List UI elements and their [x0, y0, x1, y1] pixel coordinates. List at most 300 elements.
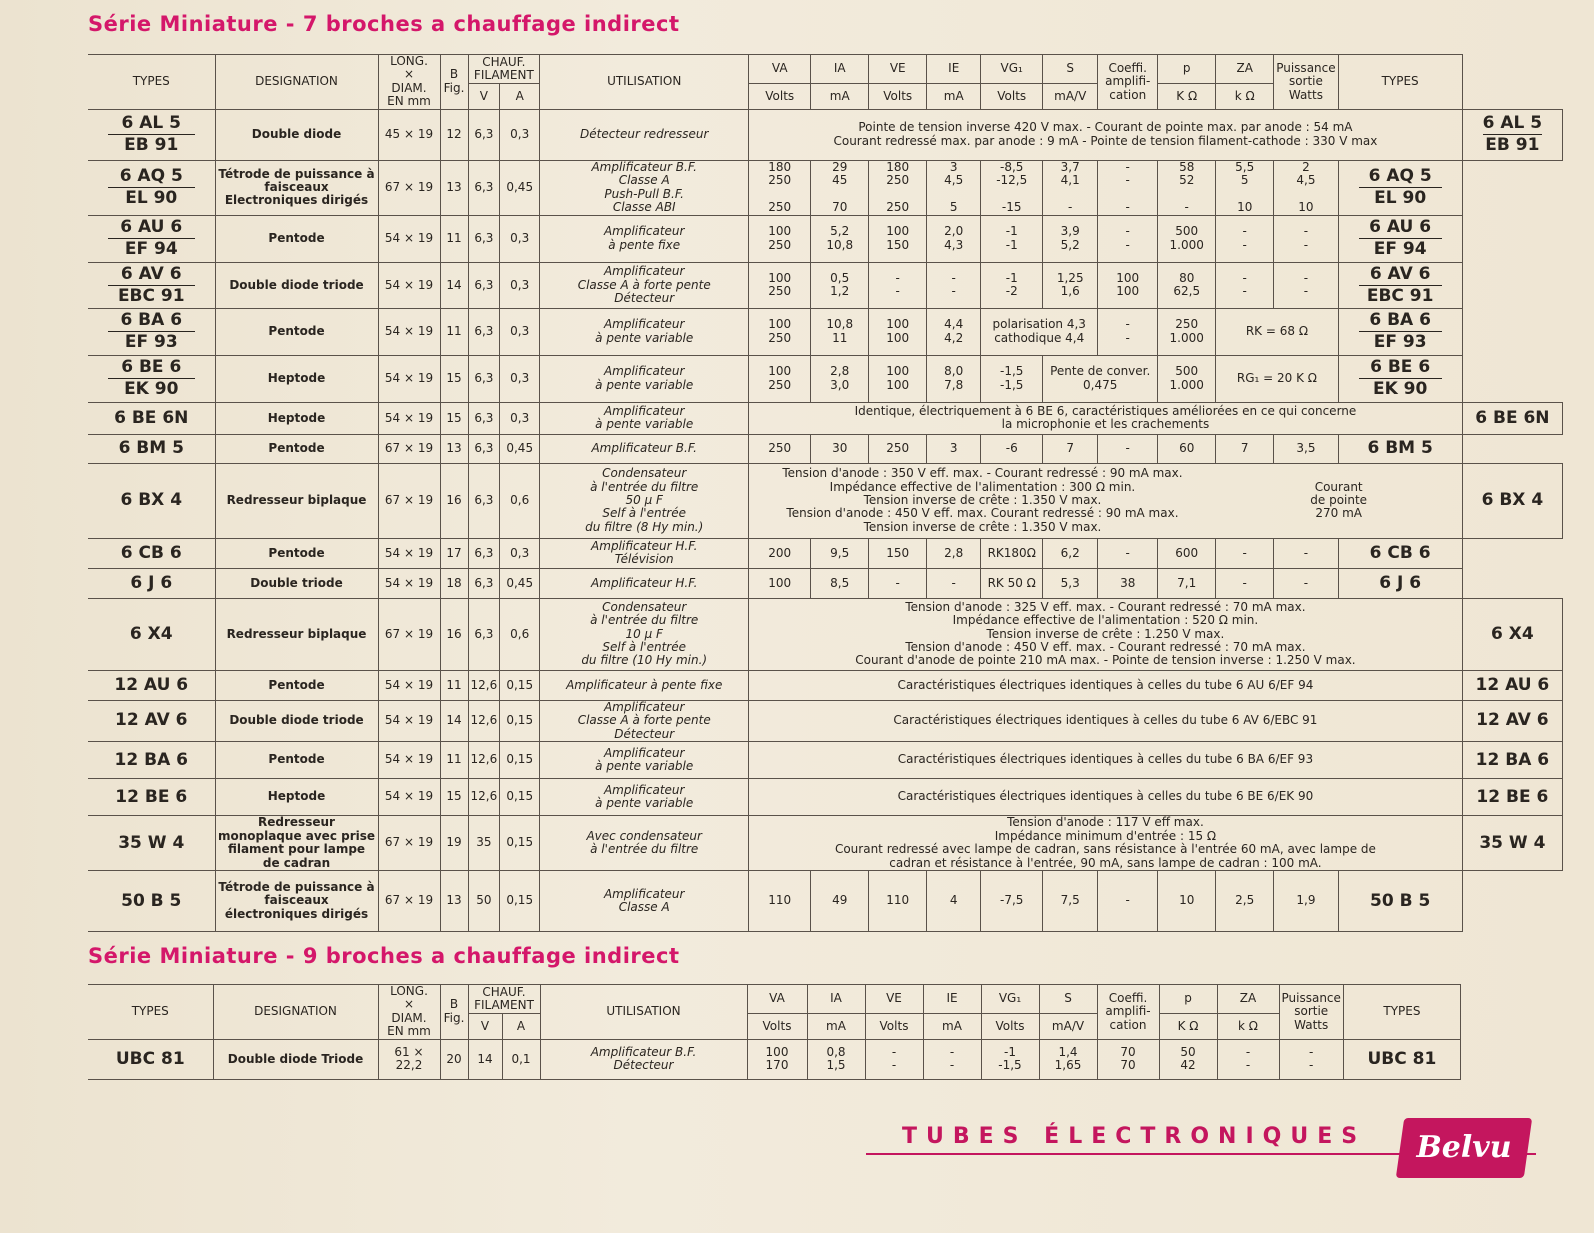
type-code: 12 BA 6	[1475, 749, 1550, 770]
type-cell	[88, 742, 215, 779]
filament-voltage-cell: 6,3	[468, 355, 500, 402]
filament-current-cell: 0,45	[500, 434, 540, 463]
za-cell: 5,5 5 10	[1216, 160, 1274, 215]
va-cell: 110	[749, 871, 811, 932]
filament-voltage-cell: 6,3	[468, 598, 500, 670]
filament-current-cell: 0,3	[500, 262, 540, 308]
p-cell: 250 1.000	[1158, 308, 1216, 355]
designation-cell: Tétrode de puissance à faisceaux Electroniques dirigés	[215, 160, 378, 215]
type-code: 6 BA 6	[1359, 311, 1442, 332]
va-cell: 100 250	[749, 215, 811, 262]
figure-cell: 11	[440, 742, 468, 779]
va-cell: 100 250	[749, 355, 811, 402]
header-va: VA	[747, 985, 807, 1014]
footer-brand-text: TUBES ÉLECTRONIQUES	[902, 1124, 1367, 1149]
dimensions-cell: 54 × 19	[378, 215, 440, 262]
ie-cell: - -	[923, 1039, 981, 1079]
dimensions-cell: 67 × 19	[378, 160, 440, 215]
header-ie-unit: mA	[927, 84, 981, 109]
filament-current-cell: 0,45	[500, 568, 540, 598]
coeff-cell: 38	[1098, 568, 1158, 598]
dimensions-cell: 67 × 19	[378, 598, 440, 670]
dimensions-cell: 67 × 19	[378, 463, 440, 538]
type-cell	[88, 160, 215, 215]
utilisation-cell: Amplificateur B.F. Classe A Push-Pull B.F. Classe ABI	[540, 160, 749, 215]
type-cell-right	[1462, 598, 1562, 670]
p-cell: 600	[1158, 538, 1216, 568]
s-coeff-cell: Pente de conver. 0,475	[1043, 355, 1158, 402]
filament-current-cell: 0,15	[500, 871, 540, 932]
va-cell: 180 250 250	[749, 160, 811, 215]
utilisation-cell: Amplificateur Classe A à forte pente Détecteur	[540, 262, 749, 308]
designation-cell: Redresseur monoplaque avec prise filament pour lampe de cadran	[215, 816, 378, 871]
ia-cell: 8,5	[811, 568, 869, 598]
type-cell	[88, 262, 215, 308]
s-cell: 1,4 1,65	[1039, 1039, 1097, 1079]
ie-cell: 2,8	[927, 538, 981, 568]
filament-current-cell: 0,1	[502, 1039, 540, 1079]
ve-cell: 150	[869, 538, 927, 568]
characteristics-note: Caractéristiques électriques identiques à celles du tube 6 AV 6/EBC 91	[749, 700, 1462, 741]
va-cell: 250	[749, 434, 811, 463]
header-filament: CHAUF. FILAMENT	[468, 55, 540, 84]
table-row	[88, 538, 1563, 568]
designation-cell: Redresseur biplaque	[215, 598, 378, 670]
header-row-top	[88, 55, 1563, 84]
designation-cell: Pentode	[215, 670, 378, 700]
characteristics-note: Caractéristiques électriques identiques à celles du tube 6 AU 6/EF 94	[749, 670, 1462, 700]
figure-cell: 14	[440, 262, 468, 308]
type-cell-right	[1462, 463, 1562, 538]
header-ie: IE	[927, 55, 981, 84]
type-code-european: EBC 91	[117, 285, 185, 306]
designation-cell: Heptode	[215, 402, 378, 434]
figure-cell: 13	[440, 434, 468, 463]
ve-cell: 250	[869, 434, 927, 463]
type-cell-right	[1462, 742, 1562, 779]
type-code: 12 AV 6	[1476, 710, 1549, 731]
s-cell: 7	[1043, 434, 1098, 463]
header-za-unit: k Ω	[1216, 84, 1274, 109]
ve-cell: 110	[869, 871, 927, 932]
header-p-unit: K Ω	[1158, 84, 1216, 109]
header-ve: VE	[865, 985, 923, 1014]
designation-cell: Double diode	[215, 109, 378, 160]
coeff-cell: -	[1098, 538, 1158, 568]
dimensions-cell: 54 × 19	[378, 700, 440, 741]
figure-cell: 15	[440, 355, 468, 402]
header-va: VA	[749, 55, 811, 84]
table-row	[88, 308, 1563, 355]
type-code-european: EF 94	[124, 239, 178, 260]
va-cell: 200	[749, 538, 811, 568]
header-v: V	[468, 84, 500, 109]
utilisation-cell: Amplificateur B.F. Détecteur	[540, 1039, 747, 1079]
filament-current-cell: 0,3	[500, 402, 540, 434]
filament-voltage-cell: 6,3	[468, 308, 500, 355]
designation-cell: Pentode	[215, 742, 378, 779]
header-ve: VE	[869, 55, 927, 84]
ia-cell: 2,8 3,0	[811, 355, 869, 402]
dimensions-cell: 54 × 19	[378, 742, 440, 779]
type-code-european: EB 91	[124, 135, 179, 156]
header-za: ZA	[1216, 55, 1274, 84]
vg1-cell: -1 -2	[981, 262, 1043, 308]
table-row	[88, 1039, 1460, 1079]
coeff-cell: - - -	[1098, 160, 1158, 215]
filament-voltage-cell: 6,3	[468, 538, 500, 568]
vg1-cell: RK180Ω	[981, 538, 1043, 568]
type-cell-right	[1338, 262, 1462, 308]
type-code: 6 J 6	[130, 572, 173, 593]
header-ve-unit: Volts	[869, 84, 927, 109]
power-cell: - -	[1274, 262, 1338, 308]
vg1-cell: RK 50 Ω	[981, 568, 1043, 598]
dimensions-cell: 54 × 19	[378, 670, 440, 700]
ie-cell: 3 4,5 5	[927, 160, 981, 215]
designation-cell: Pentode	[215, 215, 378, 262]
type-code: 6 BE 6N	[1475, 407, 1550, 428]
coeff-cell: -	[1098, 871, 1158, 932]
type-code: 12 BE 6	[115, 786, 188, 807]
p-cell: 7,1	[1158, 568, 1216, 598]
filament-voltage-cell: 14	[468, 1039, 502, 1079]
header-s: S	[1039, 985, 1097, 1014]
ie-cell: - -	[927, 262, 981, 308]
table-row	[88, 568, 1563, 598]
dimensions-cell: 61 × 22,2	[378, 1039, 440, 1079]
type-code: 6 CB 6	[1369, 542, 1431, 563]
za-cell: - -	[1217, 1039, 1279, 1079]
va-cell: 100 250	[749, 262, 811, 308]
utilisation-cell: Amplificateur à pente fixe	[540, 215, 749, 262]
ia-cell: 10,8 11	[811, 308, 869, 355]
type-code-european: EK 90	[1372, 379, 1428, 400]
header-ia-unit: mA	[807, 1014, 865, 1039]
filament-voltage-cell: 12,6	[468, 700, 500, 741]
type-cell	[88, 308, 215, 355]
type-code-european: EL 90	[125, 188, 178, 209]
header-dimensions: LONG. × DIAM. EN mm	[378, 985, 440, 1040]
filament-current-cell: 0,3	[500, 215, 540, 262]
filament-voltage-cell: 6,3	[468, 160, 500, 215]
p-cell: 10	[1158, 871, 1216, 932]
ia-cell: 5,2 10,8	[811, 215, 869, 262]
dimensions-cell: 45 × 19	[378, 109, 440, 160]
header-types-right: TYPES	[1343, 985, 1460, 1040]
header-row-top-2	[88, 985, 1460, 1014]
type-code: 6 BM 5	[1367, 438, 1433, 459]
header-ve-unit: Volts	[865, 1014, 923, 1039]
ve-cell: 100 100	[869, 355, 927, 402]
utilisation-cell: Amplificateur H.F.	[540, 568, 749, 598]
designation-cell: Pentode	[215, 538, 378, 568]
dimensions-cell: 67 × 19	[378, 816, 440, 871]
type-code: 12 BE 6	[1476, 786, 1549, 807]
type-code: 12 AU 6	[1475, 674, 1550, 695]
vg1-cell: -1 -1,5	[981, 1039, 1039, 1079]
header-utilisation: UTILISATION	[540, 985, 747, 1040]
filament-voltage-cell: 35	[468, 816, 500, 871]
filament-current-cell: 0,3	[500, 109, 540, 160]
type-code: 6 AV 6	[1359, 265, 1442, 286]
characteristics-note: Pointe de tension inverse 420 V max. - Courant de pointe max. par anode : 54 mA Courant redressé max. par anode : 9 mA - Pointe de tension filament-cathode : 330 V max	[749, 109, 1462, 160]
za-cell: -	[1216, 568, 1274, 598]
type-code: 6 BE 6	[1359, 358, 1442, 379]
type-code-european: EB 91	[1485, 135, 1540, 156]
designation-cell: Tétrode de puissance à faisceaux électroniques dirigés	[215, 871, 378, 932]
header-va-unit: Volts	[749, 84, 811, 109]
type-cell	[88, 355, 215, 402]
table-row	[88, 779, 1563, 816]
type-cell	[88, 1039, 213, 1079]
filament-current-cell: 0,15	[500, 742, 540, 779]
type-code: 50 B 5	[1370, 890, 1431, 911]
table-row	[88, 402, 1563, 434]
type-code: 6 AQ 5	[108, 167, 195, 188]
table-row	[88, 670, 1563, 700]
characteristics-note: Caractéristiques électriques identiques à celles du tube 6 BA 6/EF 93	[749, 742, 1462, 779]
filament-current-cell: 0,15	[500, 670, 540, 700]
power-cell: -	[1274, 568, 1338, 598]
dimensions-cell: 54 × 19	[378, 779, 440, 816]
ia-cell: 49	[811, 871, 869, 932]
designation-cell: Heptode	[215, 355, 378, 402]
figure-cell: 16	[440, 598, 468, 670]
peak-current-note: Courant de pointe 270 mA	[1216, 463, 1462, 538]
type-cell-right	[1338, 538, 1462, 568]
type-cell-right	[1338, 434, 1462, 463]
za-power-cell: RK = 68 Ω	[1216, 308, 1338, 355]
type-code: 6 AV 6	[108, 265, 195, 286]
table-row	[88, 215, 1563, 262]
va-cell: 100	[749, 568, 811, 598]
section-title-9-pin: Série Miniature - 9 broches a chauffage indirect	[88, 944, 680, 968]
type-code-european: EF 93	[124, 332, 178, 353]
table-row	[88, 598, 1563, 670]
p-cell: 500 1.000	[1158, 215, 1216, 262]
type-cell-right	[1462, 816, 1562, 871]
table-row	[88, 742, 1563, 779]
s-cell: 3,7 4,1 -	[1043, 160, 1098, 215]
vg1-cell: -1 -1	[981, 215, 1043, 262]
type-cell	[88, 779, 215, 816]
table-row	[88, 463, 1563, 538]
table-row	[88, 871, 1563, 932]
filament-voltage-cell: 6,3	[468, 434, 500, 463]
figure-cell: 13	[440, 871, 468, 932]
type-cell	[88, 109, 215, 160]
table-row	[88, 434, 1563, 463]
header-p: p	[1159, 985, 1217, 1014]
type-cell-right	[1462, 779, 1562, 816]
utilisation-cell: Amplificateur Classe A à forte pente Détecteur	[540, 700, 749, 741]
type-code: 6 X4	[129, 623, 173, 644]
ie-cell: -	[927, 568, 981, 598]
header-vg1-unit: Volts	[981, 1014, 1039, 1039]
figure-cell: 15	[440, 779, 468, 816]
filament-voltage-cell: 50	[468, 871, 500, 932]
utilisation-cell: Amplificateur B.F.	[540, 434, 749, 463]
designation-cell: Pentode	[215, 434, 378, 463]
ia-cell: 9,5	[811, 538, 869, 568]
figure-cell: 17	[440, 538, 468, 568]
type-cell-right	[1462, 670, 1562, 700]
designation-cell: Double diode triode	[215, 262, 378, 308]
header-dimensions: LONG. × DIAM. EN mm	[378, 55, 440, 110]
type-cell-right	[1338, 355, 1462, 402]
za-cell: 7	[1216, 434, 1274, 463]
type-code: 6 BX 4	[1481, 490, 1544, 511]
dimensions-cell: 54 × 19	[378, 568, 440, 598]
filament-voltage-cell: 6,3	[468, 463, 500, 538]
utilisation-cell: Amplificateur à pente fixe	[540, 670, 749, 700]
type-code: 12 BA 6	[114, 749, 188, 770]
header-s: S	[1043, 55, 1098, 84]
logo-text: Belvu	[1416, 1130, 1512, 1165]
type-cell-right	[1462, 402, 1562, 434]
header-a: A	[502, 1014, 540, 1039]
header-filament: CHAUF. FILAMENT	[468, 985, 540, 1014]
header-za-unit: k Ω	[1217, 1014, 1279, 1039]
utilisation-cell: Amplificateur à pente variable	[540, 779, 749, 816]
type-code-european: EF 93	[1373, 332, 1427, 353]
type-code: 6 BM 5	[118, 438, 184, 459]
filament-current-cell: 0,6	[500, 598, 540, 670]
type-code: UBC 81	[115, 1048, 185, 1069]
power-cell: -	[1274, 538, 1338, 568]
s-cell: 7,5	[1043, 871, 1098, 932]
designation-cell: Double triode	[215, 568, 378, 598]
type-code: 12 AU 6	[114, 674, 189, 695]
header-types-right: TYPES	[1338, 55, 1462, 110]
filament-current-cell: 0,15	[500, 700, 540, 741]
type-cell-right	[1338, 215, 1462, 262]
header-ia: IA	[811, 55, 869, 84]
filament-current-cell: 0,3	[500, 308, 540, 355]
type-cell	[88, 538, 215, 568]
s-cell: 1,25 1,6	[1043, 262, 1098, 308]
characteristics-note: Tension d'anode : 325 V eff. max. - Courant redressé : 70 mA max. Impédance effective de l'alimentation : 520 Ω min. Tension inverse de crête : 1.250 V max. Tension d'anode : 450 V eff. max. - Courant redressé : 70 mA max. Courant d'anode de pointe 210 mA max. - Pointe de tension inverse : 1.250 V max.	[749, 598, 1462, 670]
filament-current-cell: 0,15	[500, 816, 540, 871]
header-puissance: Puissance sortie Watts	[1279, 985, 1343, 1040]
type-code: 6 AL 5	[108, 114, 195, 135]
table-row	[88, 355, 1563, 402]
dimensions-cell: 54 × 19	[378, 308, 440, 355]
vg1-s-cell: polarisation 4,3 cathodique 4,4	[981, 308, 1098, 355]
header-vg1: VG₁	[981, 985, 1039, 1014]
type-cell	[88, 463, 215, 538]
type-cell	[88, 568, 215, 598]
characteristics-note: Tension d'anode : 117 V eff max. Impédance minimum d'entrée : 15 Ω Courant redressé avec lampe de cadran, sans résistance à l'entrée 60 mA, avec lampe de cadran et résistance à l'entrée, 90 mA, sans lampe de cadran : 100 mA.	[749, 816, 1462, 871]
filament-voltage-cell: 6,3	[468, 568, 500, 598]
type-cell	[88, 434, 215, 463]
type-code: 6 BE 6N	[114, 407, 189, 428]
type-cell-right	[1338, 568, 1462, 598]
designation-cell: Redresseur biplaque	[215, 463, 378, 538]
figure-cell: 11	[440, 215, 468, 262]
utilisation-cell: Condensateur à l'entrée du filtre 50 μ F Self à l'entrée du filtre (8 Hy min.)	[540, 463, 749, 538]
ia-cell: 0,8 1,5	[807, 1039, 865, 1079]
type-cell-right	[1343, 1039, 1460, 1079]
figure-cell: 13	[440, 160, 468, 215]
type-code: 6 CB 6	[120, 542, 182, 563]
header-fig: B Fig.	[440, 55, 468, 110]
s-cell: 3,9 5,2	[1043, 215, 1098, 262]
ie-cell: 4	[927, 871, 981, 932]
za-cell: - -	[1216, 215, 1274, 262]
vg1-cell: -1,5 -1,5	[981, 355, 1043, 402]
ie-cell: 8,0 7,8	[927, 355, 981, 402]
figure-cell: 19	[440, 816, 468, 871]
table-row	[88, 700, 1563, 741]
dimensions-cell: 67 × 19	[378, 871, 440, 932]
ie-cell: 4,4 4,2	[927, 308, 981, 355]
type-code: 6 J 6	[1379, 572, 1422, 593]
ia-cell: 0,5 1,2	[811, 262, 869, 308]
power-cell: 1,9	[1274, 871, 1338, 932]
header-types: TYPES	[88, 55, 215, 110]
figure-cell: 12	[440, 109, 468, 160]
type-code: 6 BX 4	[120, 490, 183, 511]
spec-table-9-pin	[88, 984, 1461, 1080]
filament-voltage-cell: 12,6	[468, 779, 500, 816]
type-cell	[88, 215, 215, 262]
header-ie: IE	[923, 985, 981, 1014]
p-cell: 58 52 -	[1158, 160, 1216, 215]
type-cell-right	[1338, 308, 1462, 355]
type-cell-right	[1462, 109, 1562, 160]
type-cell	[88, 816, 215, 871]
type-cell	[88, 871, 215, 932]
type-code: 35 W 4	[1479, 832, 1546, 853]
utilisation-cell: Avec condensateur à l'entrée du filtre	[540, 816, 749, 871]
utilisation-cell: Amplificateur à pente variable	[540, 402, 749, 434]
characteristics-note: Identique, électriquement à 6 BE 6, caractéristiques améliorées en ce qui concerne la microphonie et les crachements	[749, 402, 1462, 434]
type-code: 50 B 5	[121, 890, 182, 911]
table-row	[88, 160, 1563, 215]
filament-voltage-cell: 6,3	[468, 109, 500, 160]
figure-cell: 11	[440, 670, 468, 700]
header-va-unit: Volts	[747, 1014, 807, 1039]
dimensions-cell: 54 × 19	[378, 355, 440, 402]
type-cell-right	[1462, 700, 1562, 741]
header-s-unit: mA/V	[1043, 84, 1098, 109]
va-cell: 100 250	[749, 308, 811, 355]
type-cell	[88, 598, 215, 670]
ia-cell: 29 45 70	[811, 160, 869, 215]
filament-current-cell: 0,6	[500, 463, 540, 538]
filament-voltage-cell: 12,6	[468, 742, 500, 779]
type-code: 12 AV 6	[115, 710, 188, 731]
header-designation: DESIGNATION	[213, 985, 378, 1040]
figure-cell: 20	[440, 1039, 468, 1079]
ve-cell: 100 150	[869, 215, 927, 262]
power-cell: - -	[1274, 215, 1338, 262]
header-s-unit: mA/V	[1039, 1014, 1097, 1039]
dimensions-cell: 54 × 19	[378, 538, 440, 568]
header-ia-unit: mA	[811, 84, 869, 109]
type-cell-right	[1338, 871, 1462, 932]
type-code: 6 BE 6	[108, 358, 195, 379]
vg1-cell: -7,5	[981, 871, 1043, 932]
p-cell: 60	[1158, 434, 1216, 463]
ve-cell: -	[869, 568, 927, 598]
za-power-cell: RG₁ = 20 K Ω	[1216, 355, 1338, 402]
type-cell	[88, 402, 215, 434]
header-coeff: Coeffi. amplifi- cation	[1097, 985, 1159, 1040]
vg1-cell: -8,5 -12,5 -15	[981, 160, 1043, 215]
